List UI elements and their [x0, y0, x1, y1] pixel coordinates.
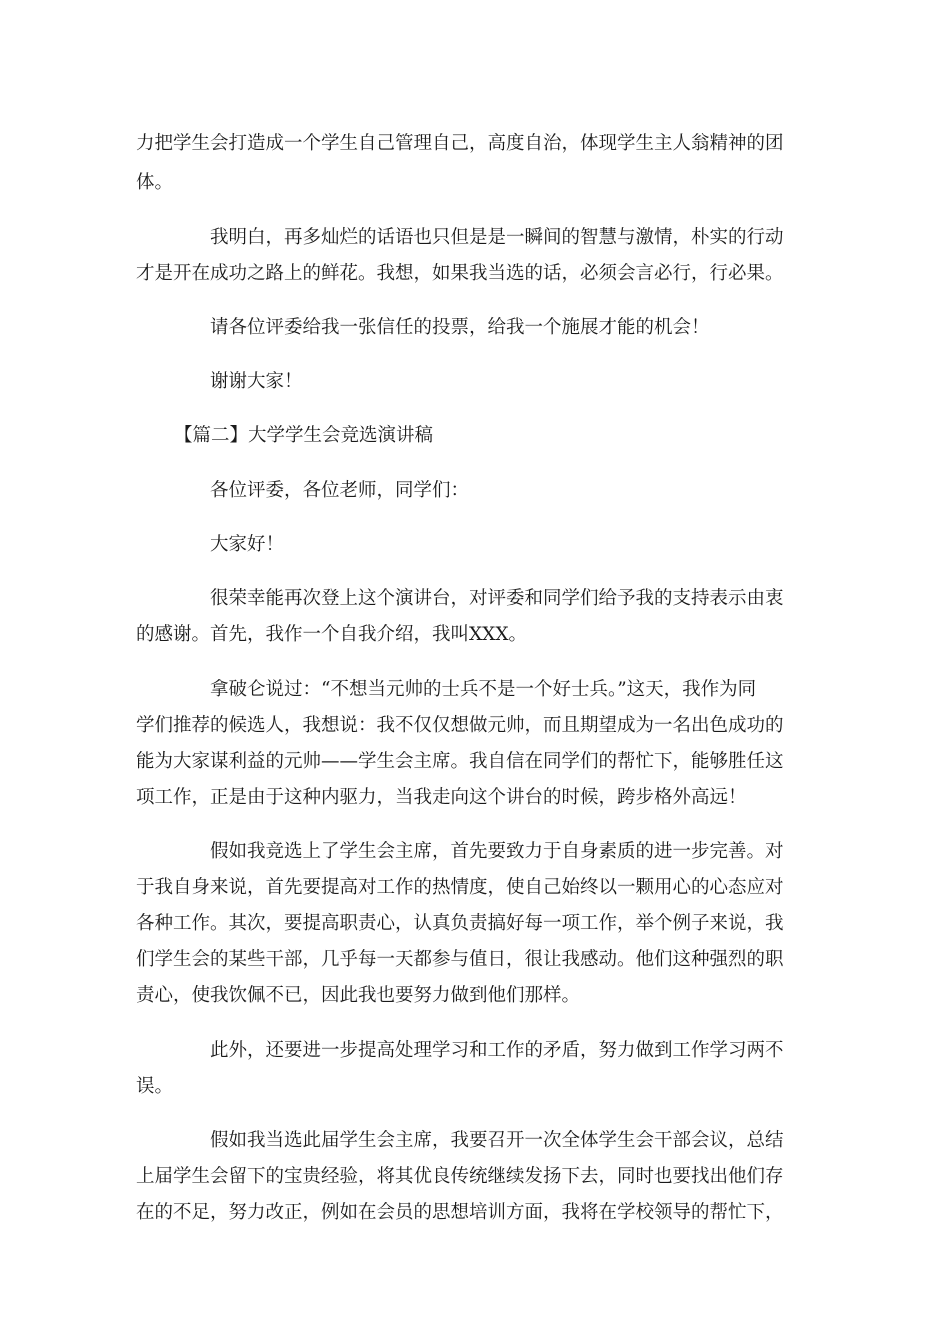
text-line: 体。 — [136, 172, 174, 193]
text-line: 各位评委，各位老师，同学们： — [210, 480, 470, 501]
text-line: 于我自身来说，首先要提高对工作的热情度，使自己始终以一颗用心的心态应对 — [136, 877, 784, 898]
text-line: 大家好！ — [210, 534, 285, 555]
text-line: 误。 — [136, 1076, 174, 1097]
text-line: 才是开在成功之路上的鲜花。我想，如果我当选的话，必须会言必行，行必果。 — [136, 263, 784, 284]
text-line: 们学生会的某些干部，几乎每一天都参与值日，很让我感动。他们这种强烈的职 — [136, 949, 784, 970]
text-line: 拿破仑说过：“不想当元帅的士兵不是一个好士兵。”这天，我作为同 — [210, 679, 757, 700]
text-line: 能为大家谋利益的元帅——学生会主席。我自信在同学们的帮忙下，能够胜任这 — [136, 751, 784, 772]
text-line: 谢谢大家！ — [210, 371, 303, 392]
text-line: 的感谢。首先，我作一个自我介绍，我叫XXX。 — [136, 624, 528, 645]
text-line: 假如我竞选上了学生会主席，首先要致力于自身素质的进一步完善。对 — [210, 841, 784, 862]
text-line: 项工作，正是由于这种内驱力，当我走向这个讲台的时候，跨步格外高远！ — [136, 787, 747, 808]
text-line: 力把学生会打造成一个学生自己管理自己，高度自治，体现学生主人翁精神的团 — [136, 133, 784, 154]
text-line: 很荣幸能再次登上这个演讲台，对评委和同学们给予我的支持表示由衷 — [210, 588, 784, 609]
text-line: 此外，还要进一步提高处理学习和工作的矛盾，努力做到工作学习两不 — [210, 1040, 784, 1061]
section-heading: 【篇二】大学学生会竞选演讲稿 — [174, 425, 434, 446]
text-line: 上届学生会留下的宝贵经验，将其优良传统继续发扬下去，同时也要找出他们存 — [136, 1166, 784, 1187]
text-line: 在的不足，努力改正，例如在会员的思想培训方面，我将在学校领导的帮忙下， — [136, 1202, 784, 1223]
text-line: 学们推荐的候选人，我想说：我不仅仅想做元帅，而且期望成为一名出色成功的 — [136, 715, 784, 736]
text-line: 假如我当选此届学生会主席，我要召开一次全体学生会干部会议，总结 — [210, 1130, 784, 1151]
text-line: 请各位评委给我一张信任的投票，给我一个施展才能的机会！ — [210, 317, 710, 338]
text-line: 责心，使我饮佩不已，因此我也要努力做到他们那样。 — [136, 985, 581, 1006]
text-line: 我明白，再多灿烂的话语也只但是是一瞬间的智慧与激情，朴实的行动 — [210, 227, 784, 248]
text-line: 各种工作。其次，要提高职责心，认真负责搞好每一项工作，举个例子来说，我 — [136, 913, 784, 934]
